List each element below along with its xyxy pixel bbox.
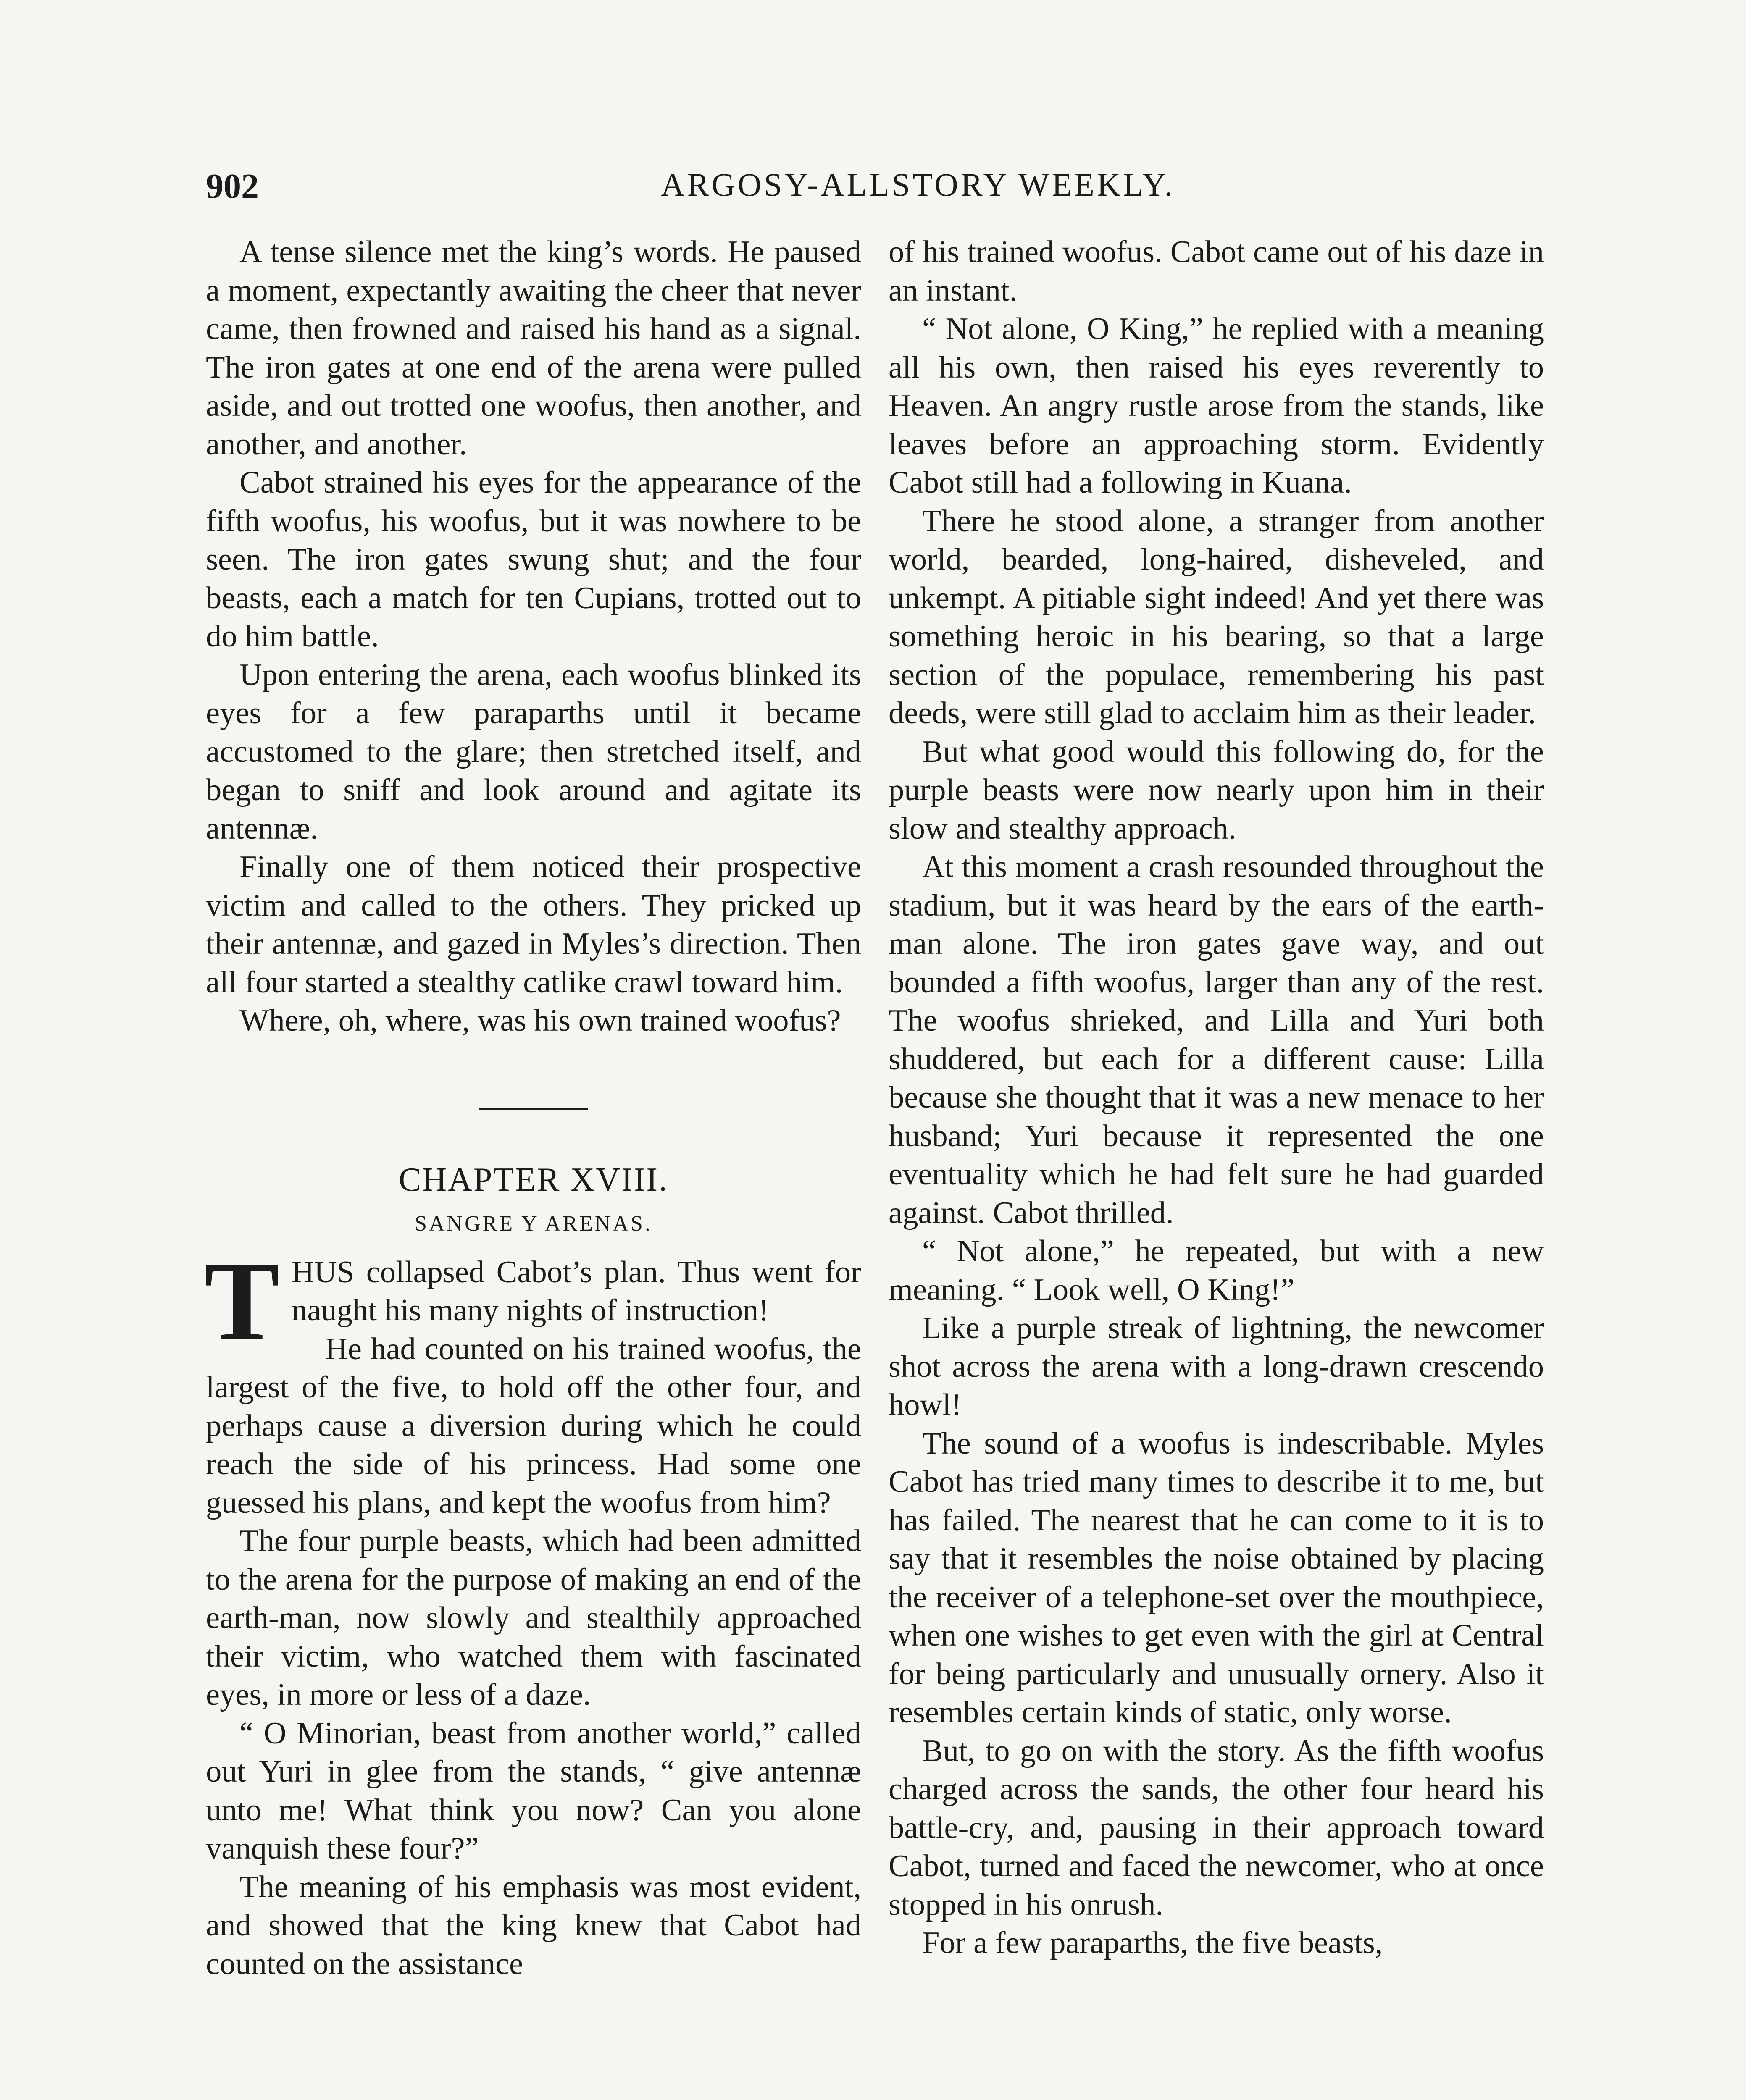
running-head: ARGOSY-ALLSTORY WEEKLY. xyxy=(661,166,1175,203)
paragraph: But what good would this following do, for the purple beasts were now nearly upon him in their slow and stealthy approach. xyxy=(889,734,1544,846)
page-number: 902 xyxy=(206,167,259,206)
paragraph: The four purple beasts, which had been admitted to the arena for the purpose of making an end of the earth-man, now slowly and stealthily approached their victim, who watched them with fascinated eyes, in more or less of a daze. xyxy=(206,1524,861,1712)
paragraph: Finally one of them noticed their prospective victim and called to the others. They pricked up their antennæ, and gazed in Myles’s direction. Then all four started a stealthy catlike crawl toward him. xyxy=(206,850,861,1000)
opening-text: HUS collapsed Cabot’s plan. Thus went for naught his many nights of instruction! xyxy=(292,1255,861,1328)
chapter-subtitle: SANGRE Y ARENAS. xyxy=(415,1211,652,1236)
paragraph: But, to go on with the story. As the fifth woofus charged across the sands, the other four heard his battle-cry, and, pausing in their approach toward Cabot, turned and faced the newcomer, who at once stopped in his onrush. xyxy=(889,1733,1544,1922)
paragraph: Like a purple streak of lightning, the newcomer shot across the arena with a long-drawn crescendo howl! xyxy=(889,1311,1544,1422)
paragraph: There he stood alone, a stranger from another world, bearded, long-haired, disheveled, and unkempt. A pitiable sight indeed! And yet there was something heroic in his bearing, so that a large section of the populace, remembering his past deeds, were still glad to acclaim him as their leader. xyxy=(889,504,1544,730)
paragraph: “ O Minorian, beast from another world,” called out Yuri in glee from the stands, “ give antennæ unto me! What think you now? Can you alone vanquish these four?” xyxy=(206,1716,861,1866)
right-column xyxy=(889,233,1544,1963)
page-header xyxy=(206,166,1546,225)
paragraph: At this moment a crash resounded throughout the stadium, but it was heard by the ears of the earth-man alone. The iron gates gave way, and out bounded a fifth woofus, larger than any of the rest. The woofus shrieked, and Lilla and Yuri both shuddered, but each for a different cause: Lilla because she thought that it was a new menace to her husband; Yuri because it represented the one eventuality which he had felt sure he had guarded against. Cabot thrilled. xyxy=(889,850,1544,1230)
section-rule xyxy=(479,1108,588,1110)
paragraph: of his trained woofus. Cabot came out of his daze in an instant. xyxy=(889,235,1544,308)
paragraph: Where, oh, where, was his own trained woofus? xyxy=(239,1003,841,1038)
paragraph: A tense silence met the king’s words. He paused a moment, expectantly awaiting the cheer that never came, then frowned and raised his hand as a signal. The iron gates at one end of the arena were pulled aside, and out trotted one woofus, then another, and another, and another. xyxy=(206,235,861,462)
chapter-opening-paragraph xyxy=(204,1238,861,1364)
paragraph: Cabot strained his eyes for the appearance of the fifth woofus, his woofus, but it was nowhere to be seen. The iron gates swung shut; and the four beasts, each a match for ten Cupians, trotted out to do him battle. xyxy=(206,465,861,654)
paragraph: The meaning of his emphasis was most evident, and showed that the king knew that Cabot had counted on the assistance xyxy=(206,1869,861,1981)
drop-cap: T xyxy=(204,1238,280,1364)
paragraph: Upon entering the arena, each woofus blinked its eyes for a few paraparths until it became accustomed to the glare; then stretched itself, and began to sniff and look around and agitate its antennæ. xyxy=(206,657,861,846)
paragraph: “ Not alone, O King,” he replied with a meaning all his own, then raised his eyes reverently to Heaven. An angry rustle arose from the stands, like leaves before an approaching storm. Evidently Cabot still had a following in Kuana. xyxy=(889,312,1544,500)
paragraph: “ Not alone,” he repeated, but with a new meaning. “ Look well, O King!” xyxy=(889,1234,1544,1307)
paragraph: The sound of a woofus is indescribable. Myles Cabot has tried many times to describe it to me, but has failed. The nearest that he can come to it is to say that it resembles the noise obtained by placing the receiver of a telephone-set over the mouthpiece, when one wishes to get even with the girl at Central for being particularly and unusually ornery. Also it resembles certain kinds of static, only worse. xyxy=(889,1426,1544,1730)
chapter-title: CHAPTER XVIII. xyxy=(399,1161,668,1198)
left-column xyxy=(206,233,861,1983)
paragraph: He had counted on his trained woofus, the largest of the five, to hold off the other four, and perhaps cause a diversion during which he could reach the side of his princess. Had some one guessed his plans, and kept the woofus from him? xyxy=(206,1331,861,1520)
paragraph: For a few paraparths, the five beasts, xyxy=(922,1926,1383,1960)
